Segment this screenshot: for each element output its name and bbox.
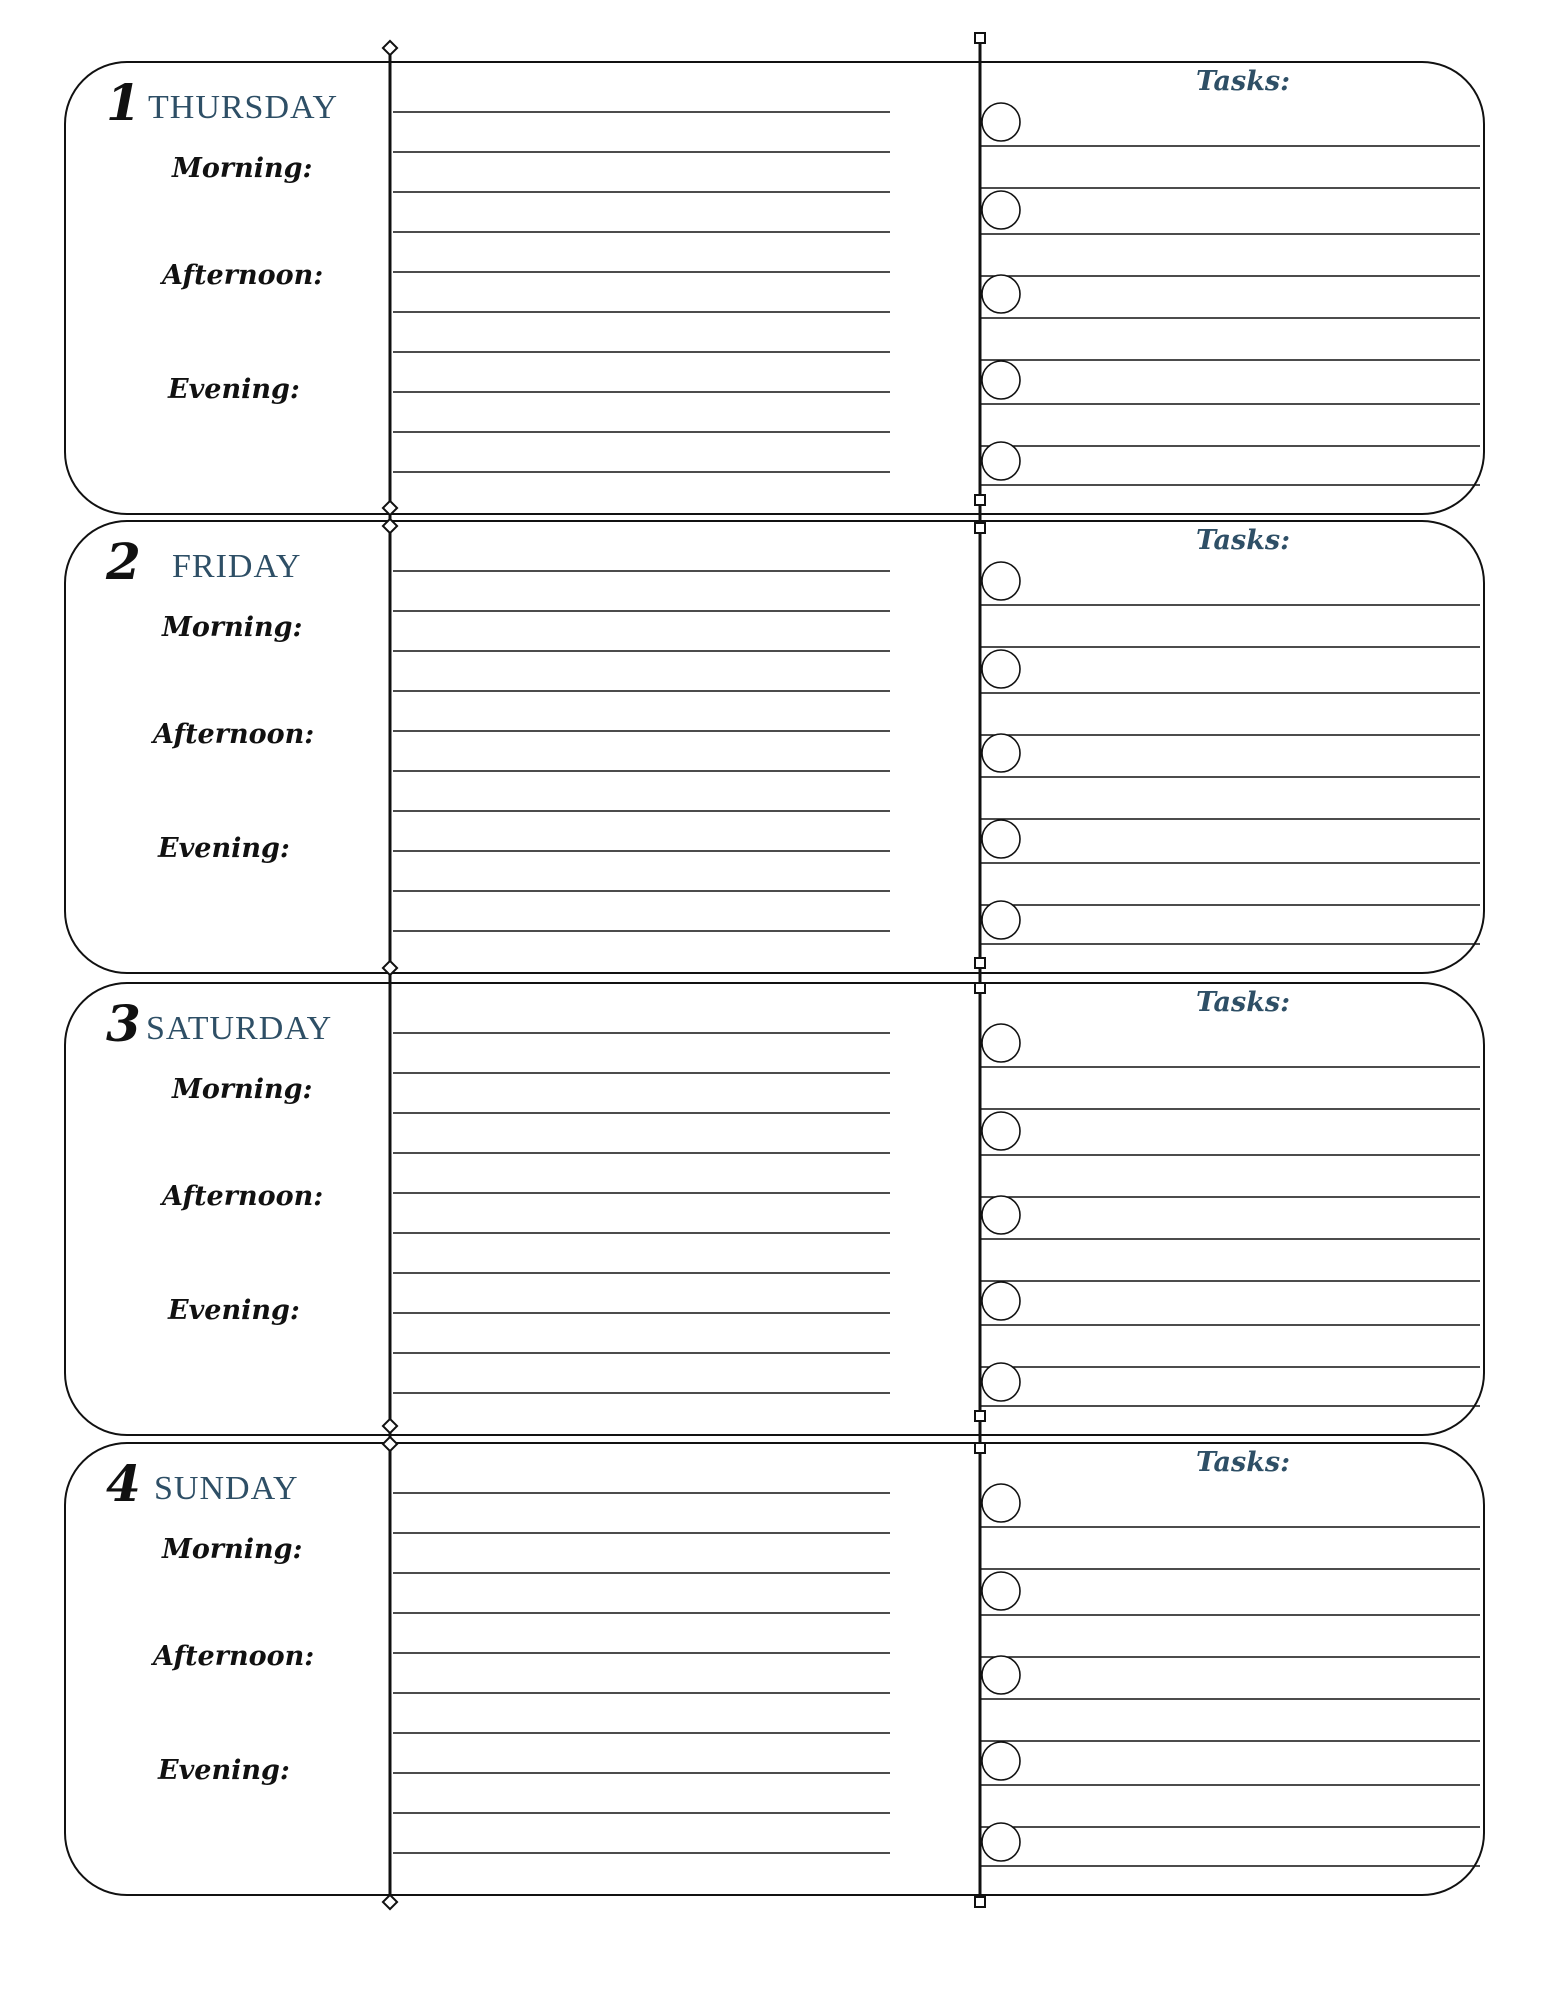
task-checkbox[interactable] <box>982 1656 1020 1694</box>
tasks-label: Tasks: <box>1196 66 1291 97</box>
task-checkbox[interactable] <box>982 1484 1020 1522</box>
task-checkbox[interactable] <box>982 1742 1020 1780</box>
day-section-saturday <box>65 983 1484 1435</box>
task-checkbox[interactable] <box>982 361 1020 399</box>
day-name: FRIDAY <box>172 548 302 585</box>
square-marker-icon <box>975 33 985 43</box>
label-afternoon: Afternoon: <box>162 260 324 291</box>
day-name: SATURDAY <box>146 1010 333 1047</box>
task-checkbox[interactable] <box>982 1112 1020 1150</box>
task-checkbox[interactable] <box>982 103 1020 141</box>
diamond-marker-icon <box>383 1437 397 1451</box>
task-checkbox[interactable] <box>982 1282 1020 1320</box>
day-name: THURSDAY <box>148 89 339 126</box>
square-marker-icon <box>975 495 985 505</box>
label-afternoon: Afternoon: <box>153 719 315 750</box>
task-checkbox[interactable] <box>982 1572 1020 1610</box>
label-morning: Morning: <box>162 612 303 643</box>
task-checkbox[interactable] <box>982 191 1020 229</box>
task-checkbox[interactable] <box>982 734 1020 772</box>
square-marker-icon <box>975 958 985 968</box>
task-checkbox[interactable] <box>982 650 1020 688</box>
diamond-marker-icon <box>383 1895 397 1909</box>
day-section-friday <box>65 521 1484 973</box>
diamond-marker-icon <box>383 501 397 515</box>
label-evening: Evening: <box>168 1295 300 1326</box>
square-marker-icon <box>975 523 985 533</box>
diamond-marker-icon <box>383 1419 397 1433</box>
tasks-label: Tasks: <box>1196 1447 1291 1478</box>
label-evening: Evening: <box>158 1755 290 1786</box>
square-marker-icon <box>975 1443 985 1453</box>
day-section-thursday <box>65 62 1484 514</box>
square-marker-icon <box>975 1897 985 1907</box>
day-number: 1 <box>106 73 141 132</box>
day-number: 3 <box>106 994 141 1053</box>
day-number: 4 <box>106 1454 141 1513</box>
square-marker-icon <box>975 1411 985 1421</box>
task-checkbox[interactable] <box>982 562 1020 600</box>
task-checkbox[interactable] <box>982 1024 1020 1062</box>
task-checkbox[interactable] <box>982 901 1020 939</box>
task-checkbox[interactable] <box>982 1823 1020 1861</box>
diamond-marker-icon <box>383 41 397 55</box>
day-number: 2 <box>106 532 141 591</box>
label-morning: Morning: <box>172 153 313 184</box>
task-checkbox[interactable] <box>982 820 1020 858</box>
task-checkbox[interactable] <box>982 1196 1020 1234</box>
square-marker-icon <box>975 983 985 993</box>
task-checkbox[interactable] <box>982 1363 1020 1401</box>
task-checkbox[interactable] <box>982 275 1020 313</box>
tasks-label: Tasks: <box>1196 987 1291 1018</box>
tasks-label: Tasks: <box>1196 525 1291 556</box>
label-afternoon: Afternoon: <box>162 1181 324 1212</box>
day-section-sunday <box>65 1443 1484 1895</box>
label-morning: Morning: <box>172 1074 313 1105</box>
day-name: SUNDAY <box>154 1470 299 1507</box>
label-morning: Morning: <box>162 1534 303 1565</box>
label-evening: Evening: <box>168 374 300 405</box>
label-afternoon: Afternoon: <box>153 1641 315 1672</box>
task-checkbox[interactable] <box>982 442 1020 480</box>
label-evening: Evening: <box>158 833 290 864</box>
